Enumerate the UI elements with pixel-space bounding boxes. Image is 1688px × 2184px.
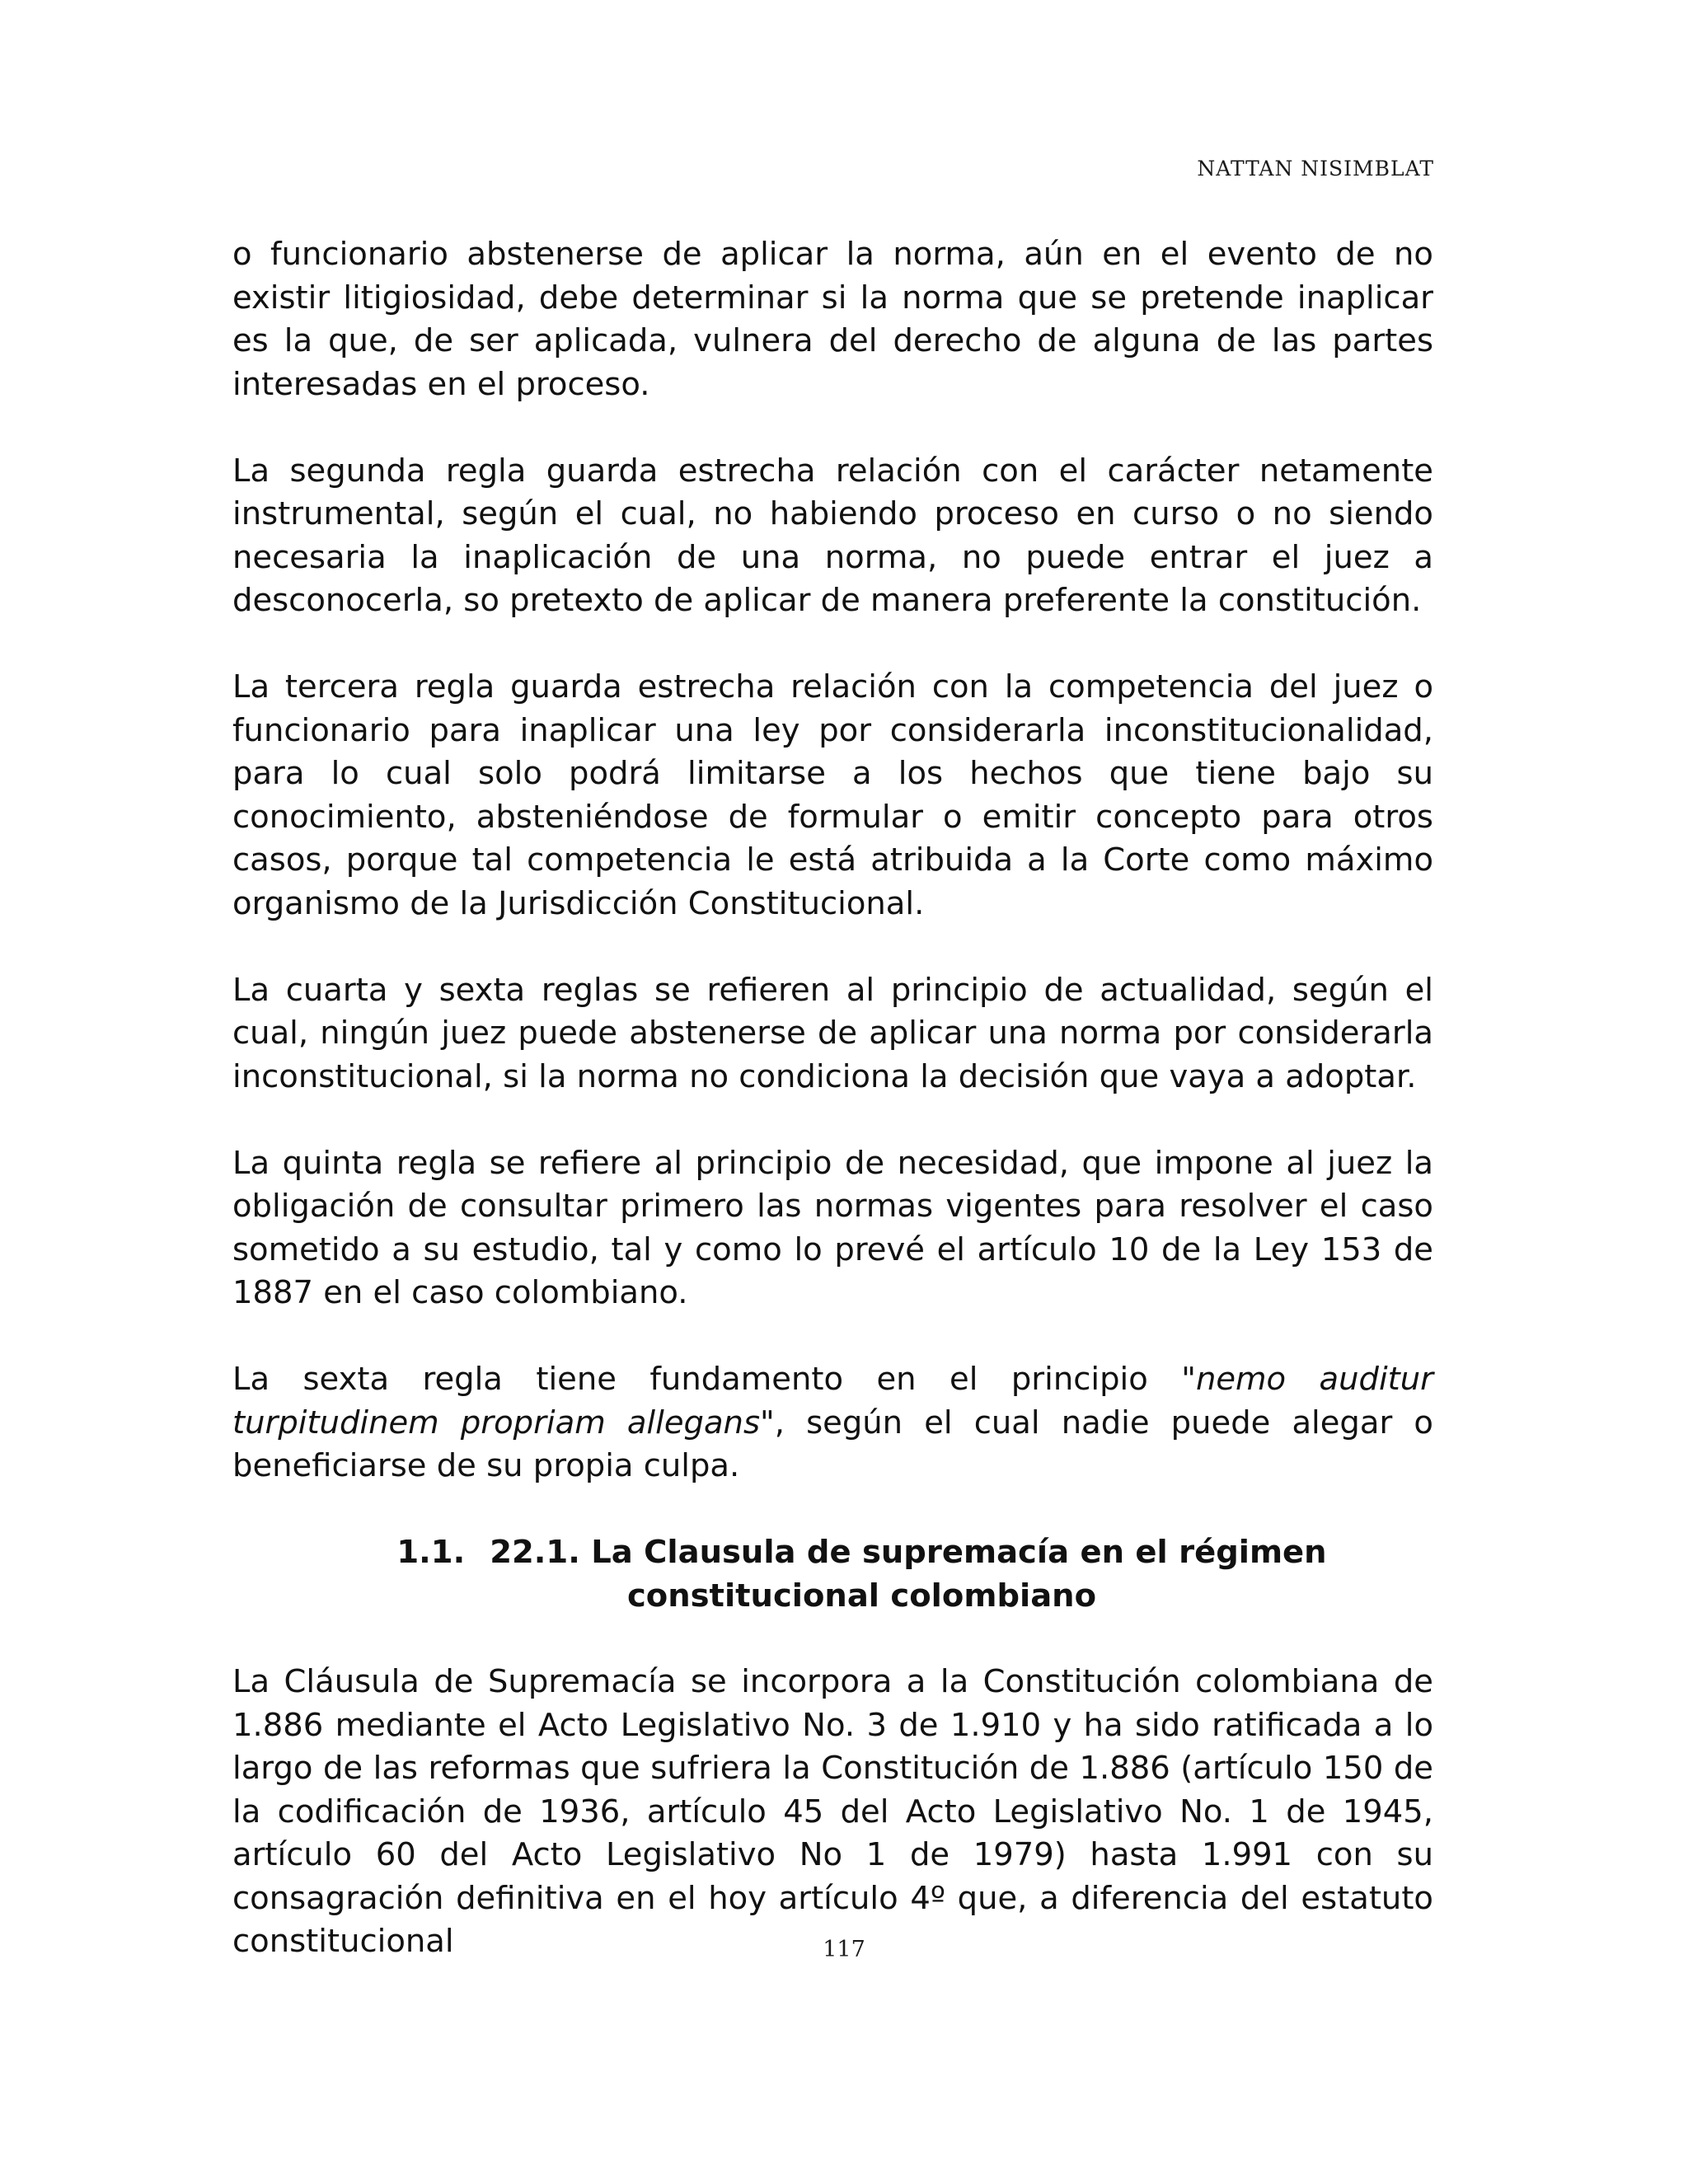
page-number: 117 [823,1937,865,1962]
paragraph-1: o funcionario abstenerse de aplicar la norma, aún en el evento de no existir litigiosidad, debe determinar si la norma que se pretende inaplicar es la que, de ser aplicada, vulnera del derecho de alguna de las partes interesadas en el proceso. [232,236,1433,403]
page-body [232,233,1433,1964]
paragraph-2: La segunda regla guarda estrecha relación con el carácter netamente instrumental, según el cual, no habiendo proceso en curso o no siendo necesaria la inaplicación de una norma, no puede entrar el juez a desconocerla, so pretexto de aplicar de manera preferente la constitución. [232,452,1433,619]
section-paragraph-1: La Cláusula de Supremacía se incorpora a la Constitución colombiana de 1.886 mediante el Acto Legislativo No. 3 de 1.910 y ha sido ratificada a lo largo de las reformas que sufriera la Constitución de 1.886 (artículo 150 de la codificación de 1936, artículo 45 del Acto Legislativo No. 1 de 1945, artículo 60 del Acto Legislativo No 1 de 1979) hasta 1.991 con su consagración definitiva en el hoy artículo 4º que, a diferencia del estatuto constitucional [232,1663,1433,1960]
latin-maxim: "nemo auditur turpitudinem propriam allegans" [232,1361,1434,1441]
paragraph-6 [232,1358,1433,1488]
running-header-author: NATTAN NISIMBLAT [1197,157,1434,180]
section-heading [232,1531,1433,1618]
paragraph-3: La tercera regla guarda estrecha relación con la competencia del juez o funcionario para inaplicar una ley por considerarla inconstitucionalidad, para lo cual solo podrá limitarse a los hechos que tiene bajo su conocimiento, absteniéndose de formular o emitir concepto para otros casos, porque tal competencia le está atribuida a la Corte como máximo organismo de la Jurisdicción Constitucional. [232,668,1433,922]
paragraph-4: La cuarta y sexta reglas se refieren al principio de actualidad, según el cual, ningún juez puede abstenerse de aplicar una norma por considerarla inconstitucional, si la norma no condiciona la decisión que vaya a adoptar. [232,971,1433,1095]
paragraph-6-tail: , según el cual nadie puede alegar o beneficiarse de su propia culpa. [232,1404,1433,1484]
section-number: 1.1. [396,1534,466,1571]
section-title: 22.1. La Clausula de supremacía en el régimen constitucional colombiano [490,1534,1327,1615]
paragraph-5: La quinta regla se refiere al principio de necesidad, que impone al juez la obligación de consultar primero las normas vigentes para resolver el caso sometido a su estudio, tal y como lo prevé el artículo 10 de la Ley 153 de 1887 en el caso colombiano. [232,1144,1433,1311]
paragraph-6-lead: La sexta regla tiene fundamento en el principio [232,1361,1182,1398]
